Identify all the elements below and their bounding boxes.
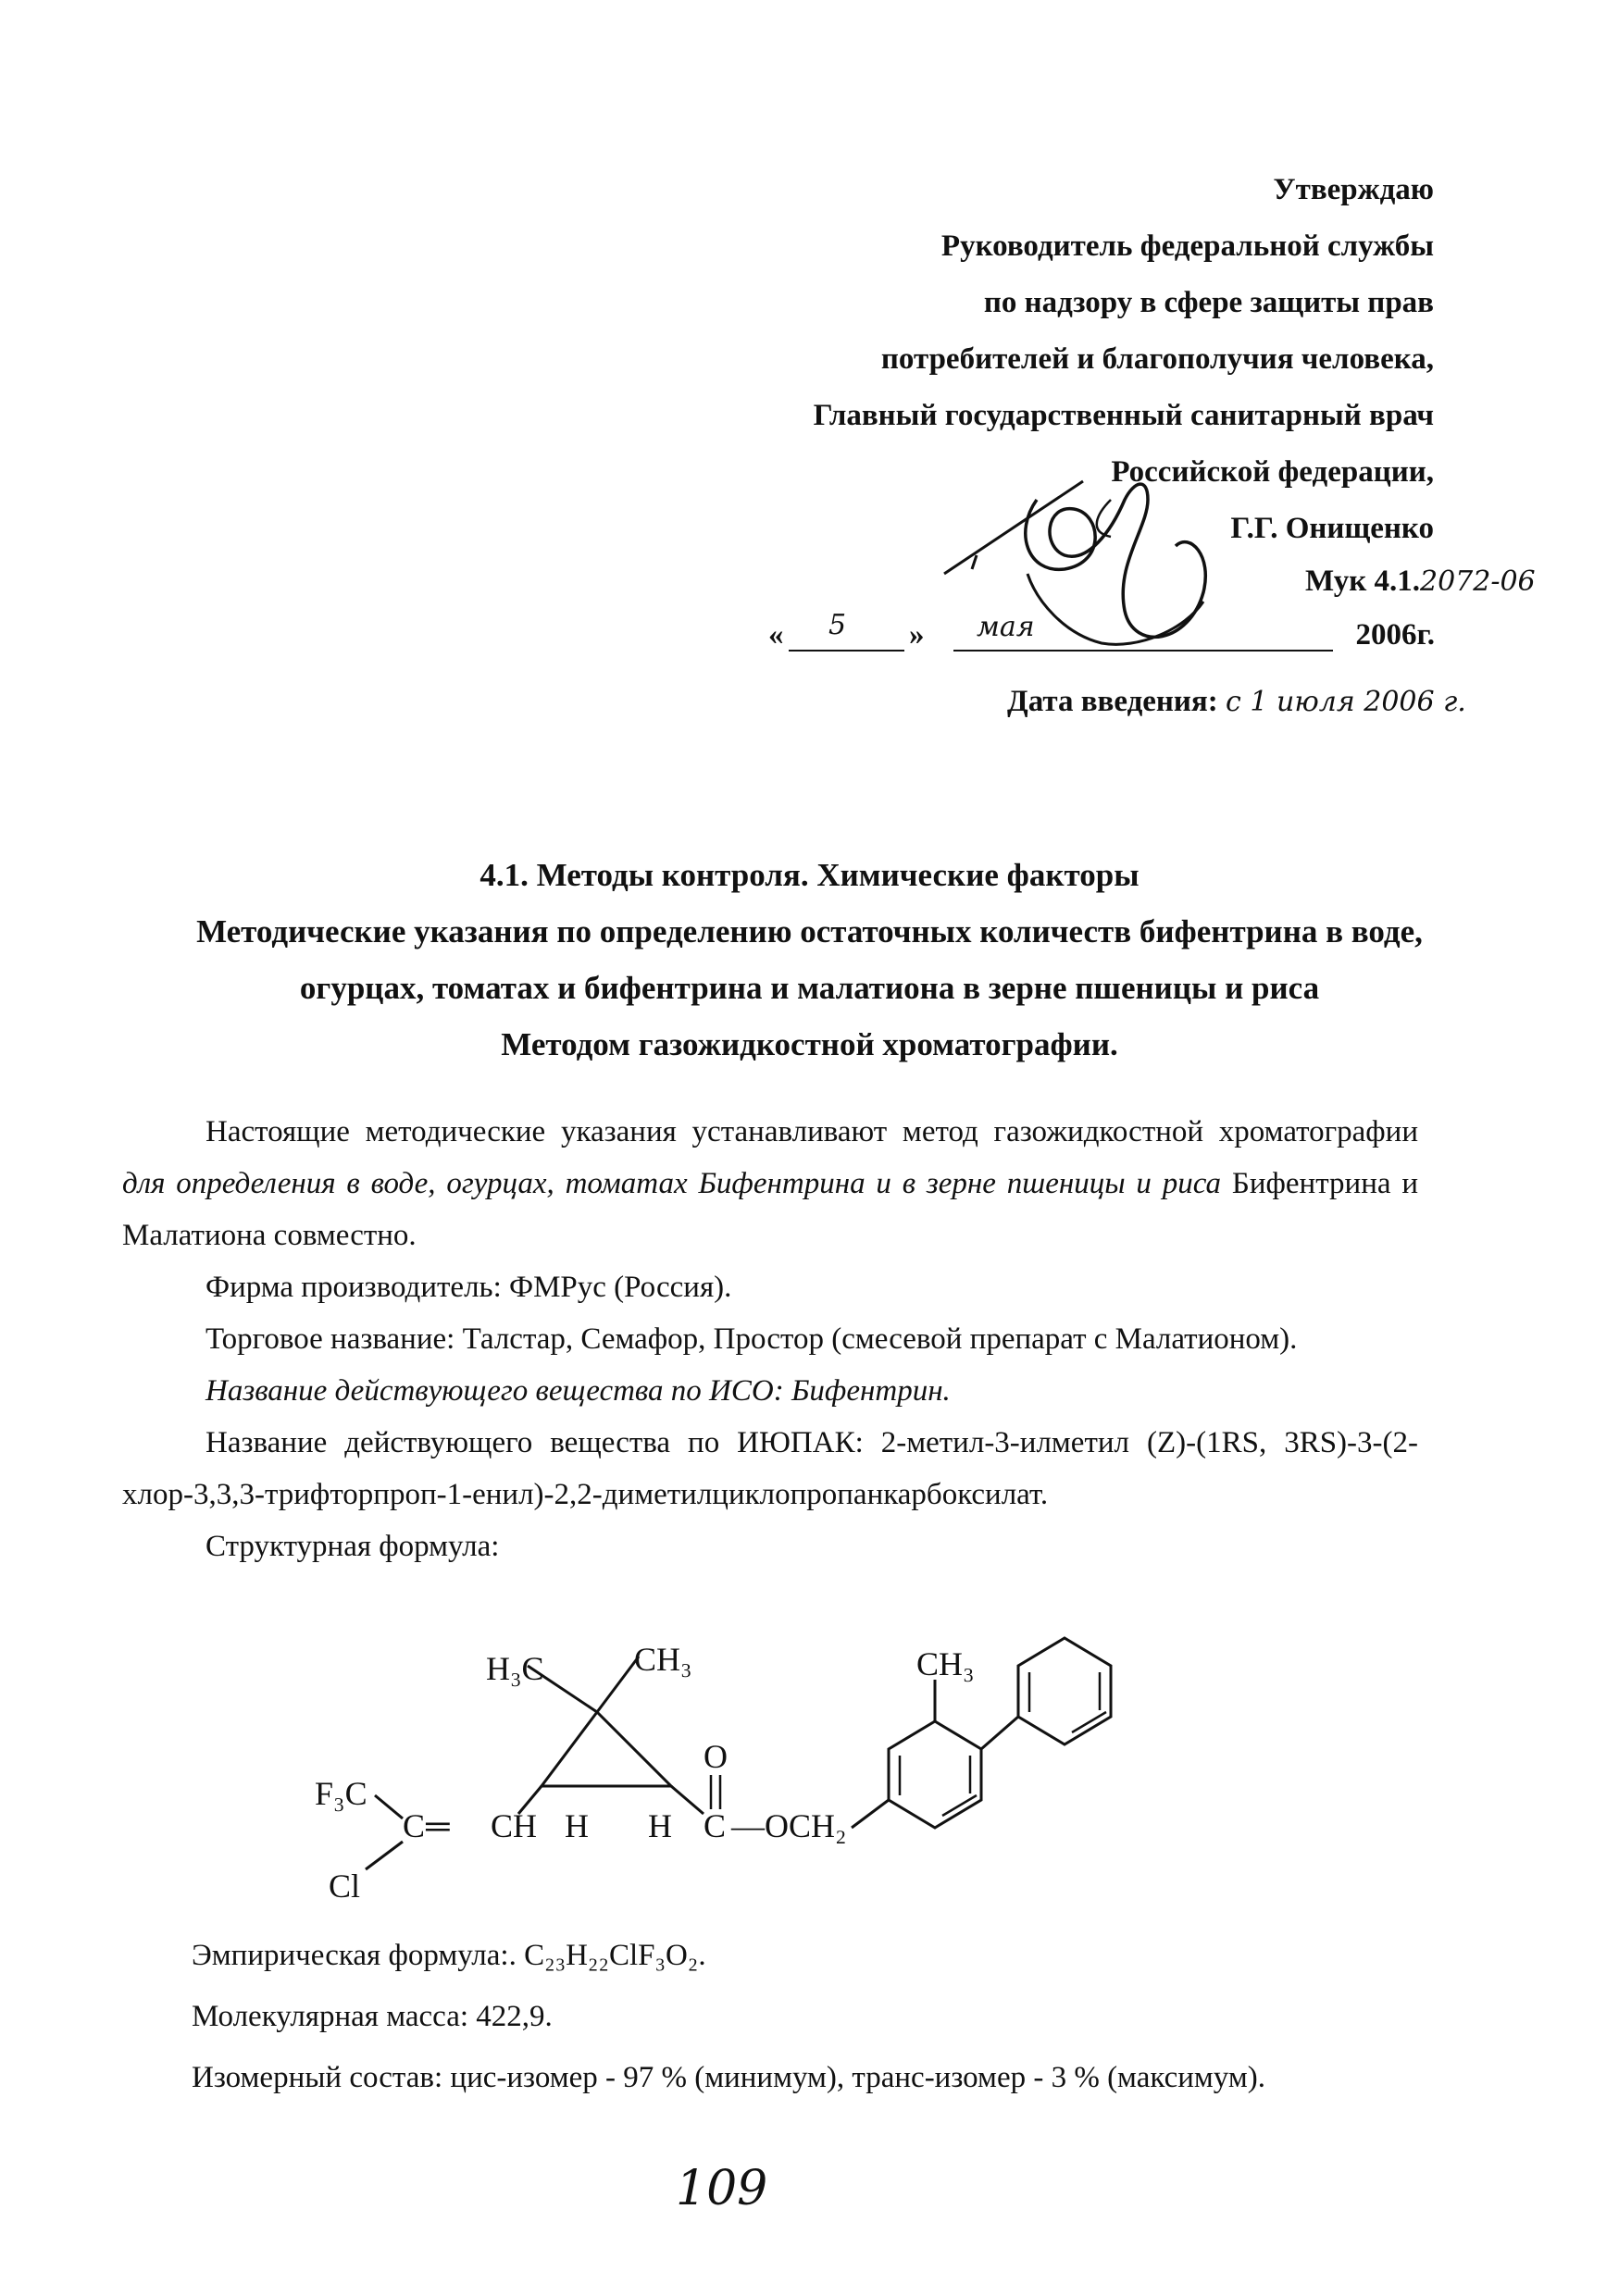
quote-close: » <box>909 618 925 652</box>
approval-line: Руководитель федеральной службы <box>940 230 1434 263</box>
trifluoromethyl-label: F₃C <box>315 1775 367 1812</box>
isomer-composition: Изомерный состав: цис-изомер - 97 % (минимум), транс-изомер - 3 % (максимум). <box>192 2061 1265 2094</box>
double-bond-label: ═ <box>426 1807 450 1844</box>
muk-number <box>1305 565 1536 599</box>
muk-handwritten: 2072-06 <box>1419 565 1536 598</box>
trade-name: Торговое название: Талстар, Семафор, Простор (смесевой препарат с Малатионом). <box>205 1322 1298 1356</box>
empirical-formula-label: Эмпирическая формула:. <box>192 1939 517 1972</box>
manufacturer: Фирма производитель: ФМРус (Россия). <box>205 1271 732 1304</box>
empirical-formula <box>192 1925 1265 1986</box>
intro-text-3: Бифентрина и Малатиона совместно. <box>122 1167 1418 1252</box>
alkene-carbon-label: C <box>403 1807 426 1844</box>
intro-date <box>1007 685 1466 719</box>
molecular-mass: Молекулярная масса: 422,9. <box>192 2000 553 2033</box>
intro-date-handwritten: с 1 июля 2006 г. <box>1226 686 1466 718</box>
muk-prefix: Мук 4.1. <box>1305 565 1420 598</box>
document-body <box>122 1106 1418 1572</box>
approval-line: Российской федерации, <box>1111 455 1434 489</box>
iso-name: Название действующего вещества по ИСО: Бифентрин. <box>205 1374 951 1408</box>
methyl-aryl-label: CH₃ <box>916 1645 975 1682</box>
title-line: огурцах, томатах и бифентрина и малатиона в зерне пшеницы и риса <box>299 970 1320 1006</box>
approval-date <box>768 609 1435 664</box>
approval-line: Главный государственный санитарный врач <box>813 399 1434 432</box>
title-line: Методом газожидкостной хроматографии. <box>501 1026 1118 1062</box>
approval-line: потребителей и благополучия человека, <box>880 342 1434 376</box>
ch-label: CH <box>491 1807 538 1844</box>
intro-text-2: для определения в воде, огурцах, томатах Бифентрина и в зерне пшеницы и риса <box>122 1167 1222 1200</box>
day-handwritten: 5 <box>828 609 847 641</box>
chlorine-label: Cl <box>329 1868 361 1905</box>
och2-label: —OCH₂ <box>731 1807 847 1844</box>
quote-open: « <box>768 618 784 652</box>
intro-text-1: Настоящие методические указания устанавливают метод газожидкостной хроматографии <box>205 1115 1418 1148</box>
approval-line: Утверждаю <box>1273 173 1434 206</box>
hydrogen-label: H <box>565 1807 589 1844</box>
ester-carbon-label: C <box>704 1807 727 1844</box>
structural-formula-label: Структурная формула: <box>205 1530 500 1563</box>
structural-formula <box>296 1629 1240 1906</box>
hydrogen-label: H <box>648 1807 672 1844</box>
title-line: Методические указания по определению остаточных количеств бифентрина в воде, <box>196 913 1423 949</box>
intro-paragraph <box>122 1106 1418 1261</box>
approval-line: по надзору в сфере защиты прав <box>983 286 1434 319</box>
month-handwritten: мая <box>977 611 1035 643</box>
year: 2006г. <box>1355 618 1435 652</box>
document-title <box>0 847 1619 1073</box>
compound-details <box>192 1925 1265 2108</box>
approval-signatory: Г.Г. Онищенко <box>1230 512 1434 545</box>
empirical-formula-value: C₂₃H₂₂ClF₃O₂. <box>524 1939 706 1972</box>
month-underline <box>953 650 1333 652</box>
methyl-right-label: CH₃ <box>634 1641 692 1678</box>
carbonyl-oxygen-label: O <box>704 1738 728 1775</box>
methyl-left-label: H₃C <box>486 1650 544 1687</box>
day-underline <box>789 650 904 652</box>
page-number: 109 <box>676 2161 768 2216</box>
title-line: 4.1. Методы контроля. Химические факторы <box>479 857 1140 893</box>
intro-date-label: Дата введения: <box>1007 685 1218 718</box>
iupac-name: Название действующего вещества по ИЮПАК: 2-метил-3-илметил (Z)-(1RS, 3RS)-3-(2-хлор-3,3,3-трифторпроп-1-енил)-2,2-диметилциклопропанкарбоксилат. <box>122 1426 1418 1511</box>
